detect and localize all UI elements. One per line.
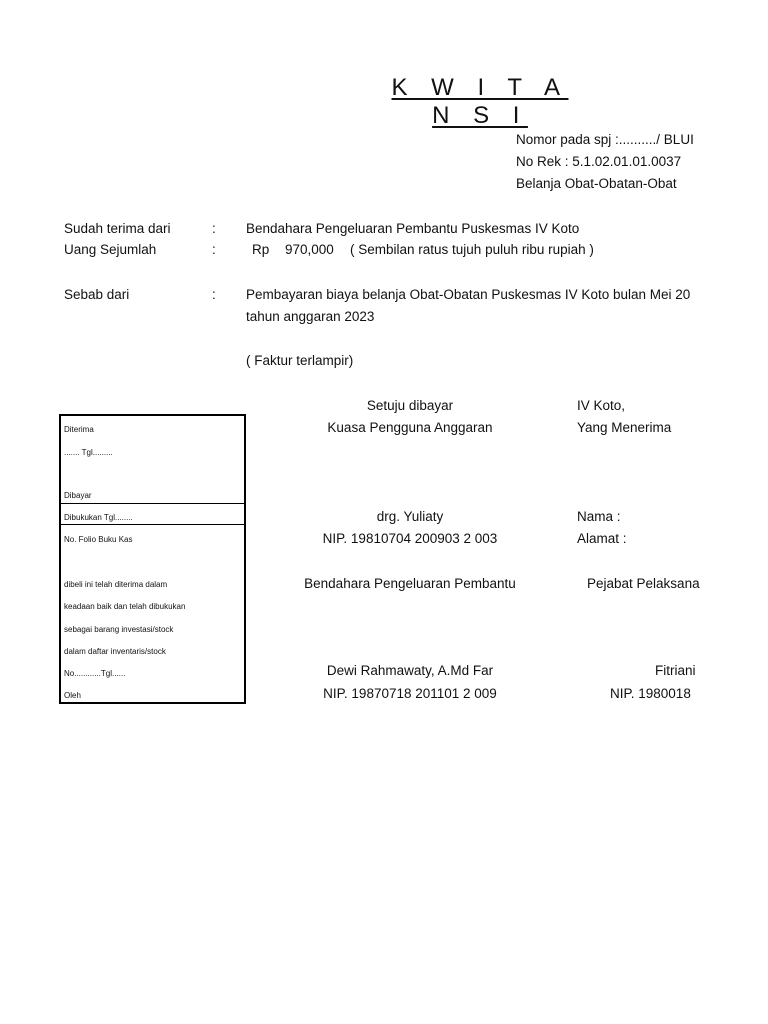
- expense-type: Belanja Obat-Obatan-Obat: [516, 176, 677, 191]
- cash-book-folio: No. Folio Buku Kas: [64, 535, 133, 544]
- box-note-line-4: dalam daftar inventaris/stock: [64, 647, 166, 656]
- recipient-name-label: Nama :: [577, 509, 621, 524]
- spj-number: Nomor pada spj :........../ BLUI: [516, 132, 694, 147]
- reason-line-2: tahun anggaran 2023: [246, 309, 375, 324]
- box-note-line-2: keadaan baik dan telah dibukukan: [64, 602, 186, 611]
- received-from-label: Sudah terima dari: [64, 221, 171, 236]
- colon: :: [212, 242, 216, 257]
- officer-name: Fitriani: [655, 663, 696, 678]
- reason-label: Sebab dari: [64, 287, 130, 302]
- reason-line-1: Pembayaran biaya belanja Obat-Obatan Puskesmas IV Koto bulan Mei 20: [246, 287, 691, 302]
- booked-date: Dibukukan Tgl........: [64, 513, 133, 522]
- invoice-attached: ( Faktur terlampir): [246, 353, 354, 368]
- box-note-line-3: sebagai barang investasi/stock: [64, 625, 174, 634]
- treasurer-title: Bendahara Pengeluaran Pembantu: [304, 576, 516, 591]
- currency: Rp: [252, 242, 270, 257]
- box-number-date: No............Tgl......: [64, 669, 126, 678]
- budget-authority-title: Kuasa Pengguna Anggaran: [327, 420, 493, 435]
- box-divider: [59, 503, 246, 504]
- recipient-title: Yang Menerima: [577, 420, 672, 435]
- amount-in-words: ( Sembilan ratus tujuh puluh ribu rupiah ): [350, 242, 594, 257]
- colon: :: [212, 287, 216, 302]
- colon: :: [212, 221, 216, 236]
- treasurer-name: Dewi Rahmawaty, A.Md Far: [326, 663, 494, 678]
- box-divider: [59, 524, 246, 525]
- place-date: IV Koto,: [577, 398, 626, 413]
- approved-for-payment: Setuju dibayar: [366, 398, 454, 413]
- officer-nip: NIP. 1980018: [610, 686, 691, 701]
- officer-title: Pejabat Pelaksana: [587, 576, 700, 591]
- received-date: ....... Tgl.........: [64, 448, 113, 457]
- treasurer-nip: NIP. 19870718 201101 2 009: [323, 686, 497, 701]
- box-note-line-1: dibeli ini telah diterima dalam: [64, 580, 168, 589]
- budget-authority-nip: NIP. 19810704 200903 2 003: [322, 531, 498, 546]
- document-title: K W I T A N S I: [391, 74, 569, 129]
- received-from-value: Bendahara Pengeluaran Pembantu Puskesmas IV Koto: [246, 221, 580, 236]
- account-number: No Rek : 5.1.02.01.01.0037: [516, 154, 682, 169]
- received-label: Diterima: [64, 425, 94, 434]
- box-by: Oleh: [64, 691, 81, 700]
- paid-label: Dibayar: [64, 491, 92, 500]
- amount-label: Uang Sejumlah: [64, 242, 157, 257]
- budget-authority-name: drg. Yuliaty: [376, 509, 444, 524]
- amount-value: 970,000: [285, 242, 334, 257]
- recipient-address-label: Alamat :: [577, 531, 627, 546]
